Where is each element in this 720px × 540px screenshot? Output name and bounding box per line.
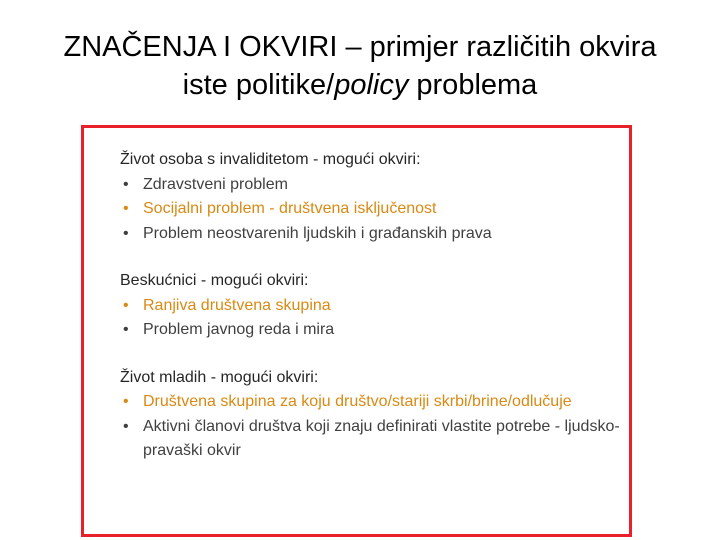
list-item-text: Ranjiva društvena skupina [143,296,331,314]
bullet-icon: • [123,200,129,217]
bullet-icon: • [123,175,129,193]
list-item [120,390,630,415]
content-body [120,148,630,487]
list-item-text: Problem javnog reda i mira [143,321,335,338]
title-line-2-suffix: problema [408,69,538,101]
bullet-icon: • [123,393,129,410]
title-line-2-prefix: iste politike/ [182,69,335,101]
list-item-text: Društvena skupina za koju društvo/stariji skrbi/brine/odlučuje [143,393,572,410]
section-youth [120,366,630,464]
frame-list [120,173,630,247]
list-item-text: Aktivni članovi društva koji znaju definirati vlastite potrebe - ljudsko-pravaški okvir [143,417,620,459]
list-item [120,222,630,247]
list-item [120,173,630,198]
section-disability [120,148,630,246]
title-line-1: ZNAČENJA I OKVIRI – primjer različitih okvira [63,31,657,63]
bullet-icon: • [123,417,129,435]
section-heading: Beskućnici - mogući okviri: [120,272,309,289]
bullet-icon: • [123,224,129,242]
list-item-text: Socijalni problem - društvena isključenost [143,200,437,217]
slide-title [0,28,720,104]
section-heading: Život mladih - mogući okviri: [120,368,319,386]
frame-list [120,294,630,343]
title-line-2-italic: policy [334,69,409,101]
list-item [120,197,630,222]
bullet-icon: • [123,296,129,314]
list-item [120,294,630,319]
title-line-2 [0,66,720,104]
list-item-text: Zdravstveni problem [143,175,288,193]
section-homeless [120,269,630,343]
list-item-text: Problem neostvarenih ljudskih i građanskih prava [143,224,492,242]
list-item [120,415,630,464]
list-item [120,318,630,343]
section-heading: Život osoba s invaliditetom - mogući okviri: [120,151,421,168]
frame-list [120,390,630,464]
bullet-icon: • [123,321,129,338]
